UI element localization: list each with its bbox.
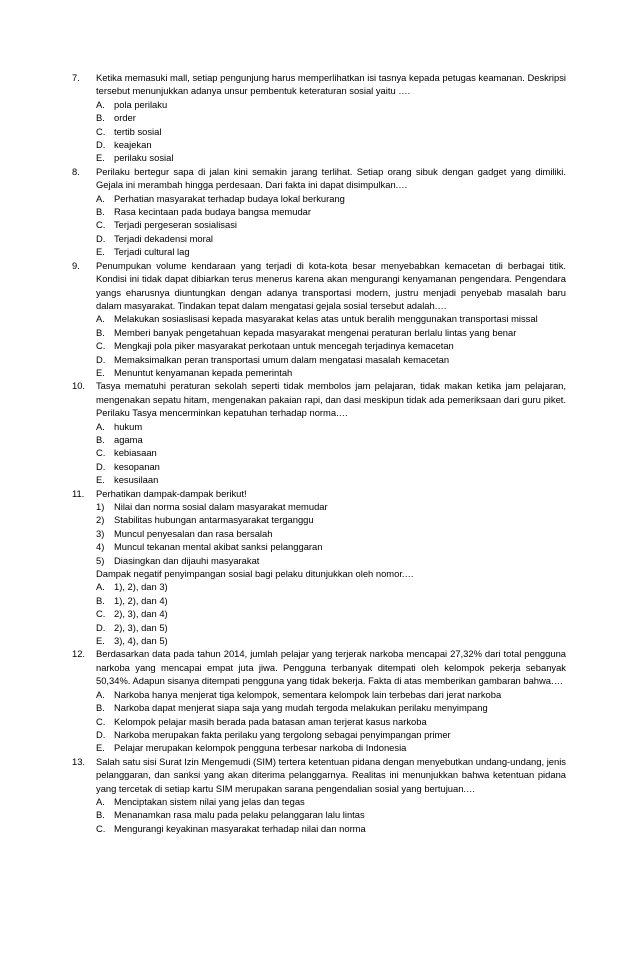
option-label: D. — [96, 728, 106, 740]
option-label: B. — [96, 433, 105, 445]
point-number: 4) — [96, 541, 105, 553]
option-text: kesusilaan — [114, 474, 159, 486]
answer-option — [96, 446, 566, 459]
question-number: 8. — [72, 165, 80, 177]
answer-option — [96, 353, 566, 366]
question-stem: Penumpukan volume kendaraan yang terjadi di kota-kota besar menyebabkan kemacetan di berbagai titik. Kondisi ini tidak dapat dibiarkan terus menerus karena akan mengurangi kenyamanan pengendara. Pengendara yangs eharusnya diuntungkan dengan adanya transportasi modern, justru menjadi penyebab masalah baru dalam masyarakat. Tindakan tepat dalam mengatasi gejala sosial tersebut adalah.… — [96, 259, 566, 311]
option-label: A. — [96, 581, 105, 593]
numbered-point — [96, 513, 566, 526]
option-text: order — [114, 112, 136, 124]
question-item — [72, 487, 566, 648]
option-text: Menuntut kenyamanan kepada pemerintah — [114, 366, 293, 378]
answer-option — [96, 366, 566, 379]
answer-option — [96, 621, 566, 634]
option-label: E. — [96, 635, 105, 647]
answer-option — [96, 460, 566, 473]
answer-option — [96, 701, 566, 714]
answer-option — [96, 607, 566, 620]
point-text: Stabilitas hubungan antarmasyarakat terganggu — [114, 514, 314, 526]
answer-option — [96, 808, 566, 821]
question-item — [72, 755, 566, 835]
point-number: 2) — [96, 514, 105, 526]
question-number: 9. — [72, 259, 80, 271]
answer-option — [96, 634, 566, 647]
answer-option — [96, 688, 566, 701]
option-text: perilaku sosial — [114, 152, 174, 164]
option-text: 3), 4), dan 5) — [114, 635, 168, 647]
option-text: keajekan — [114, 139, 152, 151]
answer-option — [96, 111, 566, 124]
option-label: E. — [96, 152, 105, 164]
option-label: A. — [96, 795, 105, 807]
option-text: Memaksimalkan peran transportasi umum dalam mengatasi masalah kemacetan — [114, 353, 450, 365]
option-text: agama — [114, 433, 143, 445]
option-label: B. — [96, 702, 105, 714]
option-text: Rasa kecintaan pada budaya bangsa memudar — [114, 206, 312, 218]
question-stem: Berdasarkan data pada tahun 2014, jumlah pelajar yang terjerak narkoba mencapai 27,32% dari total pengguna narkoba yang mencapai empat juta jiwa. Pengguna terbanyak ditempati oleh kelompok pekerja sebanyak 50,34%. Adapun sisanya ditempati pengguna yang tidak bekerja. Fakta di atas memberikan gambaran bahwa.… — [96, 648, 566, 687]
option-text: kesopanan — [114, 460, 160, 472]
answer-option — [96, 795, 566, 808]
question-stem: Perilaku bertegur sapa di jalan kini semakin jarang terlihat. Setiap orang sibuk dengan gadget yang dimiliki. Gejala ini merambah hingga perdesaan. Dari fakta ini dapat disimpulkan.… — [96, 165, 566, 191]
option-text: 2), 3), dan 4) — [114, 608, 168, 620]
option-label: E. — [96, 366, 105, 378]
question-number: 10. — [72, 380, 86, 392]
answer-option — [96, 98, 566, 111]
answer-option — [96, 741, 566, 754]
option-text: Narkoba hanya menjerat tiga kelompok, sementara kelompok lain terbebas dari jerat narkoba — [114, 688, 502, 700]
option-text: pola perilaku — [114, 98, 168, 110]
answer-option — [96, 339, 566, 352]
option-label: E. — [96, 742, 105, 754]
option-text: Menciptakan sistem nilai yang jelas dan tegas — [114, 795, 305, 807]
numbered-point — [96, 540, 566, 553]
question-item — [72, 379, 566, 486]
point-text: Nilai dan norma sosial dalam masyarakat memudar — [114, 501, 328, 512]
option-text: Melakukan sosiaslisasi kepada masyarakat kelas atas untuk beralih menggunakan transportasi missal — [114, 313, 538, 325]
answer-option — [96, 151, 566, 164]
question-item — [72, 259, 566, 380]
option-label: A. — [96, 420, 105, 432]
option-text: Mengkaji pola piker masyarakat perkotaan untuk mencegah terjadinya kemacetan — [114, 340, 454, 352]
numbered-point — [96, 500, 566, 513]
question-item — [72, 165, 566, 259]
option-text: Pelajar merupakan kelompok pengguna terbesar narkoba di Indonesia — [114, 742, 407, 754]
option-label: A. — [96, 192, 105, 204]
question-number: 13. — [72, 755, 86, 767]
question-number: 7. — [72, 72, 80, 83]
option-text: Narkoba merupakan fakta perilaku yang tergolong sebagai penyimpangan primer — [114, 728, 451, 740]
point-text: Muncul tekanan mental akibat sanksi pelanggaran — [114, 541, 323, 553]
option-text: hukum — [114, 420, 143, 432]
option-label: E. — [96, 474, 105, 486]
option-label: C. — [96, 340, 106, 352]
answer-option — [96, 822, 566, 835]
option-label: D. — [96, 621, 106, 633]
question-stem: Ketika memasuki mall, setiap pengunjung harus memperlihatkan isi tasnya kepada petugas keamanan. Deskripsi tersebut menunjukkan adanya unsur pembentuk keteraturan sosial yaitu …. — [96, 72, 566, 97]
option-label: B. — [96, 594, 105, 606]
answer-option — [96, 326, 566, 339]
option-text: 1), 2), dan 3) — [114, 581, 168, 593]
answer-option — [96, 245, 566, 258]
option-label: C. — [96, 219, 106, 231]
answer-option — [96, 420, 566, 433]
option-label: A. — [96, 98, 105, 110]
answer-option — [96, 138, 566, 151]
option-label: B. — [96, 326, 105, 338]
answer-option — [96, 594, 566, 607]
answer-option — [96, 205, 566, 218]
option-text: Kelompok pelajar masih berada pada batasan aman terjerat kasus narkoba — [114, 715, 427, 727]
question-stem: Perhatikan dampak-dampak berikut! — [96, 487, 247, 499]
question-item — [72, 71, 566, 165]
option-label: C. — [96, 125, 106, 137]
option-text: Perhatian masyarakat terhadap budaya lokal berkurang — [114, 192, 345, 204]
answer-option — [96, 580, 566, 593]
question-prompt: Dampak negatif penyimpangan sosial bagi pelaku ditunjukkan oleh nomor.… — [96, 568, 414, 580]
option-text: Terjadi cultural lag — [114, 246, 190, 258]
option-text: tertib sosial — [114, 125, 162, 137]
option-text: 2), 3), dan 5) — [114, 621, 168, 633]
numbered-point — [96, 554, 566, 567]
option-label: B. — [96, 809, 105, 821]
option-label: E. — [96, 246, 105, 258]
answer-option — [96, 715, 566, 728]
answer-option — [96, 728, 566, 741]
point-number: 5) — [96, 554, 105, 566]
option-text: Mengurangi keyakinan masyarakat terhadap nilai dan norma — [114, 822, 366, 834]
numbered-point — [96, 527, 566, 540]
option-label: A. — [96, 313, 105, 325]
point-number: 1) — [96, 501, 105, 512]
option-label: B. — [96, 112, 105, 124]
option-label: A. — [96, 688, 105, 700]
option-label: D. — [96, 139, 106, 151]
option-text: Menanamkan rasa malu pada pelaku pelanggaran lalu lintas — [114, 809, 365, 821]
option-text: Narkoba dapat menjerat siapa saja yang mudah tergoda melakukan perilaku menyimpang — [114, 702, 488, 714]
option-text: Terjadi dekadensi moral — [114, 232, 214, 244]
point-text: Muncul penyesalan dan rasa bersalah — [114, 527, 273, 539]
option-label: D. — [96, 460, 106, 472]
answer-option — [96, 125, 566, 138]
option-text: kebiasaan — [114, 447, 157, 459]
question-stem: Tasya mematuhi peraturan sekolah seperti tidak membolos jam pelajaran, tidak makan ketika jam pelajaran, mengenakan sepatu hitam, mengenakan pakaian rapi, dan dasi meskipun tidak ada pemeriksaan dari guru piket. Perilaku Tasya mencerminkan kepatuhan terhadap norma.… — [96, 380, 566, 419]
option-text: Memberi banyak pengetahuan kepada masyarakat mengenai peraturan berlalu lintas yang benar — [114, 326, 517, 338]
answer-option — [96, 473, 566, 486]
option-label: D. — [96, 353, 106, 365]
option-label: D. — [96, 232, 106, 244]
answer-option — [96, 192, 566, 205]
option-label: C. — [96, 608, 106, 620]
option-label: B. — [96, 206, 105, 218]
question-stem: Salah satu sisi Surat Izin Mengemudi (SIM) tertera ketentuan pidana dengan menyebutkan undang-undang, jenis pelanggaran, dan sanksi yang akan diterima pelanggarnya. Realitas ini menunjukkan bahwa ketentuan pidana yang tercetak di setiap kartu SIM merupakan sarana pengendalian sosial yang bertujuan.… — [96, 755, 566, 794]
option-text: 1), 2), dan 4) — [114, 594, 168, 606]
question-number: 12. — [72, 648, 86, 660]
option-label: C. — [96, 447, 106, 459]
option-label: C. — [96, 822, 106, 834]
question-item — [72, 647, 566, 754]
question-number: 11. — [72, 487, 85, 499]
answer-option — [96, 218, 566, 231]
option-text: Terjadi pergeseran sosialisasi — [114, 219, 237, 231]
answer-option — [96, 433, 566, 446]
answer-option — [96, 232, 566, 245]
point-number: 3) — [96, 527, 105, 539]
option-label: C. — [96, 715, 106, 727]
answer-option — [96, 312, 566, 325]
point-text: Diasingkan dan dijauhi masyarakat — [114, 554, 260, 566]
question-list — [72, 71, 566, 835]
